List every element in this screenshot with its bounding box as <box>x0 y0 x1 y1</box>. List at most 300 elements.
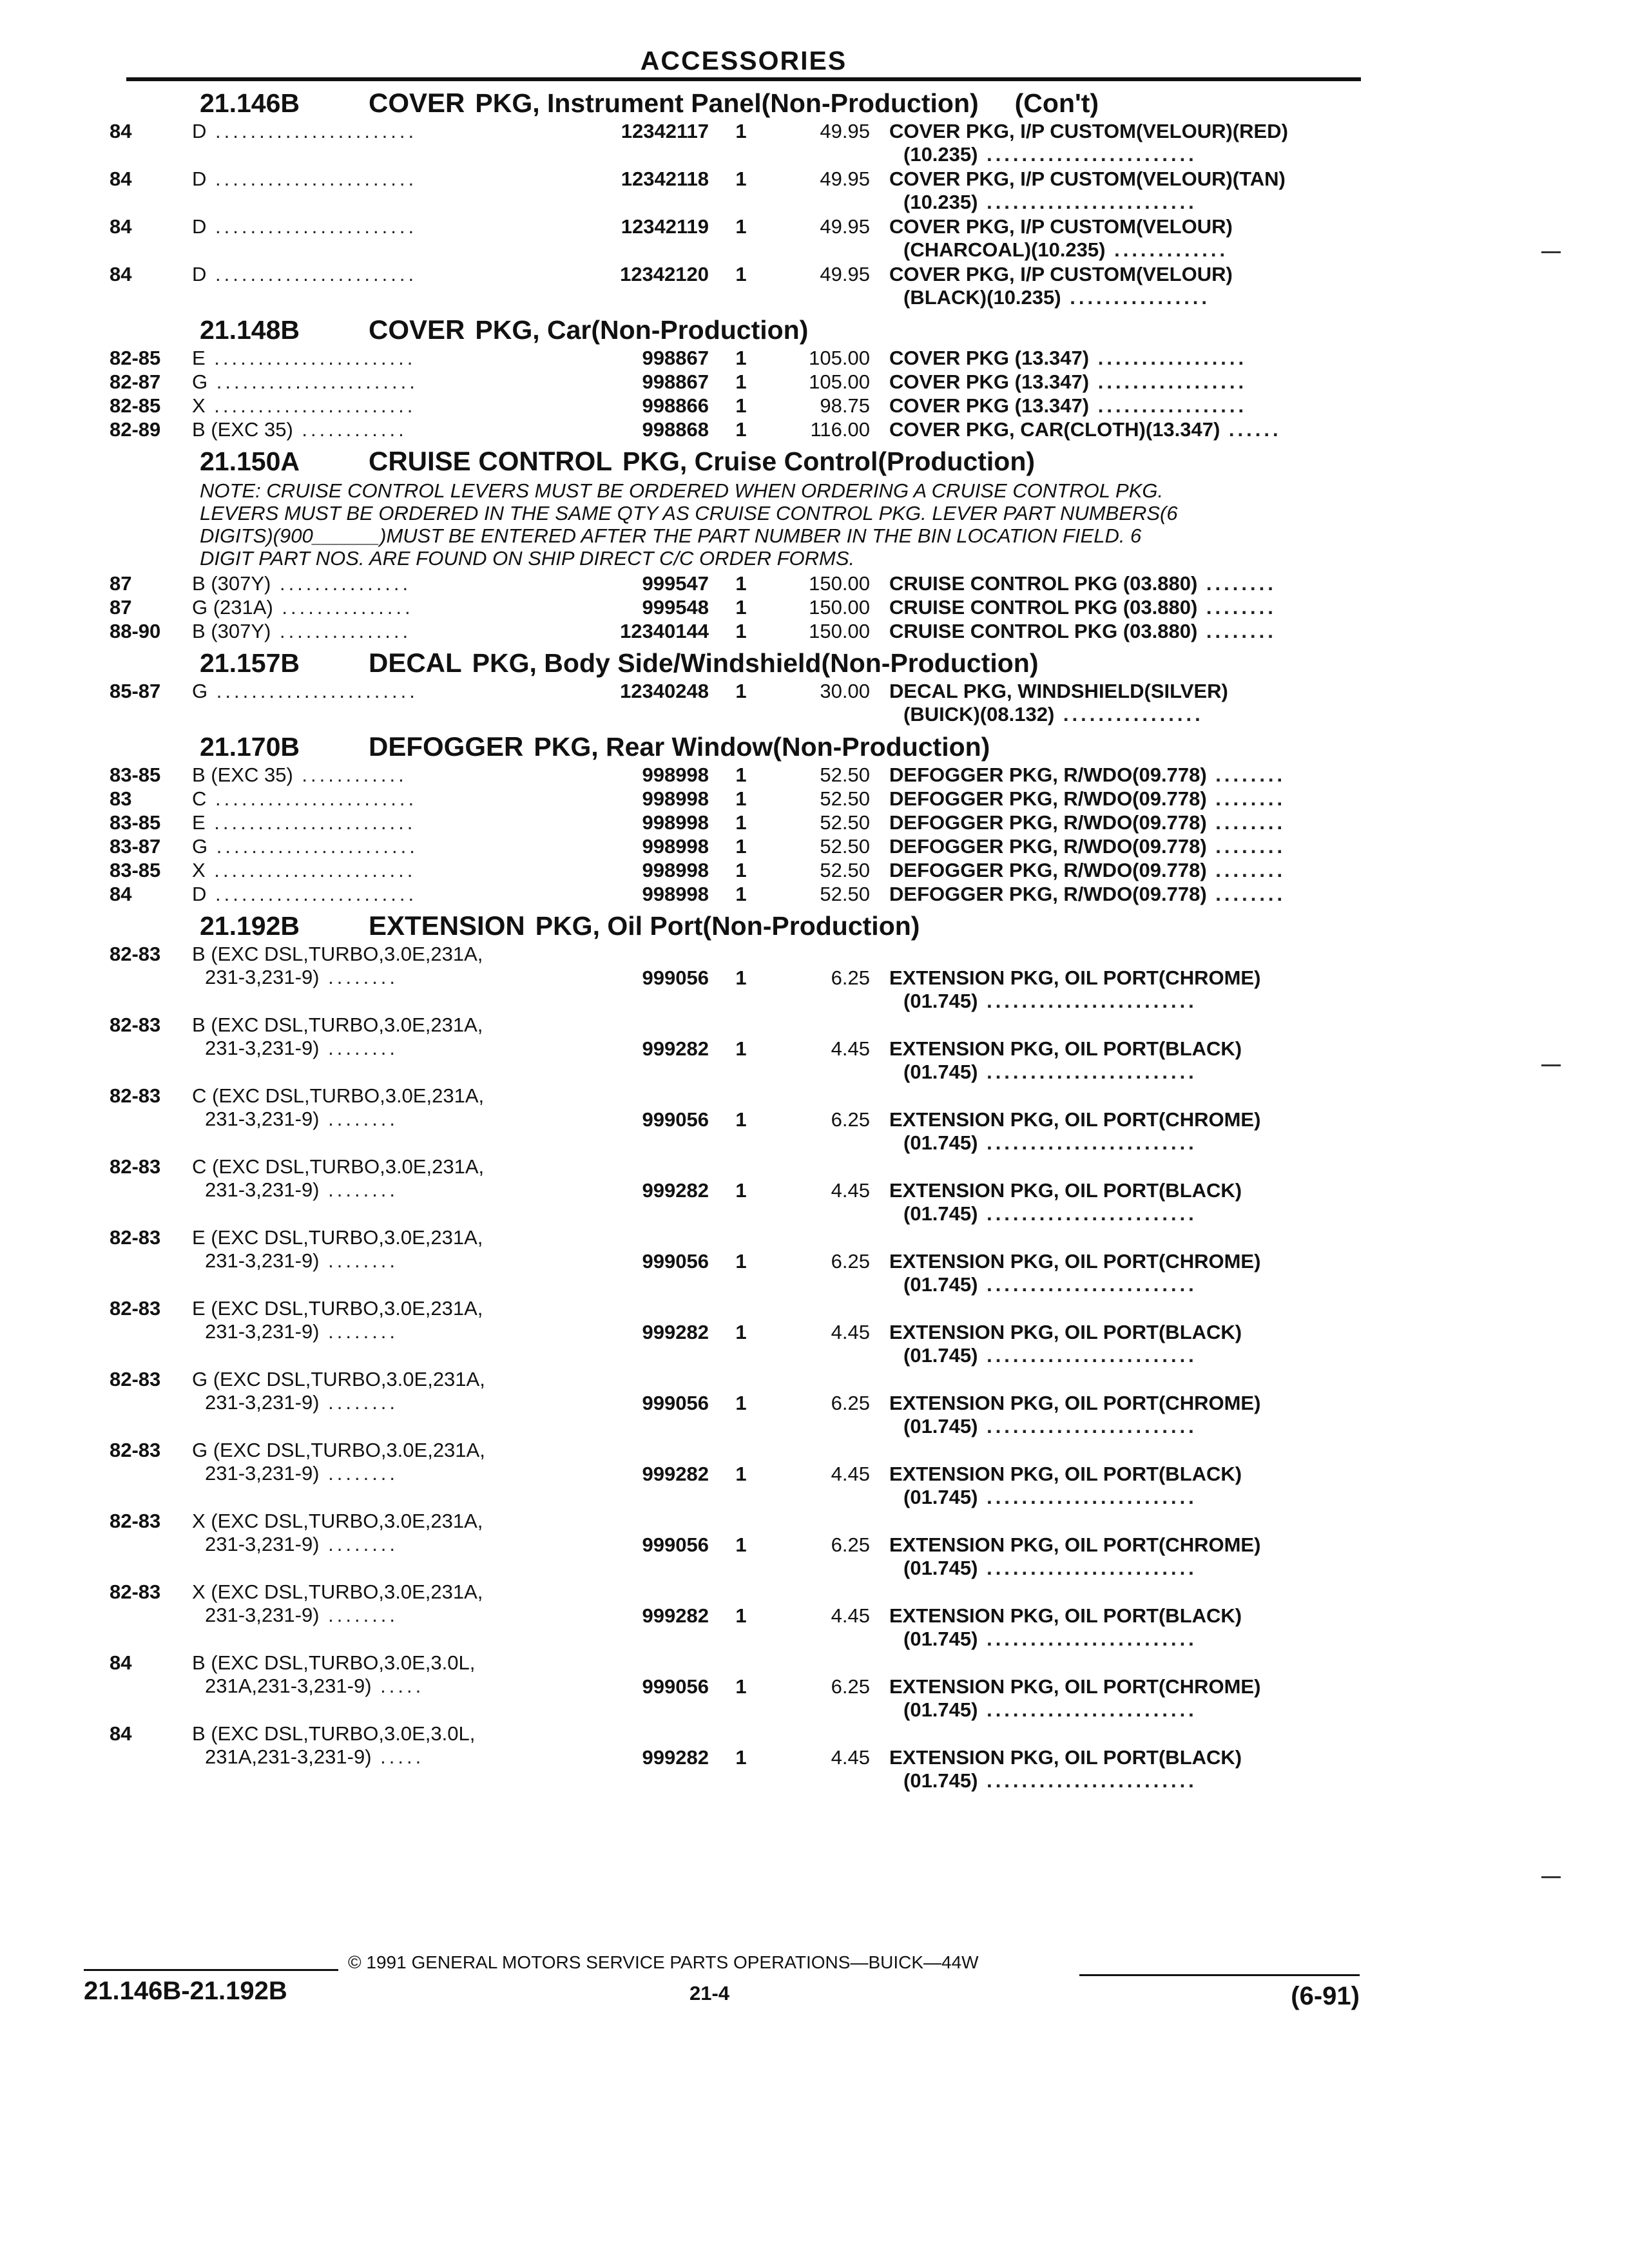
section-keyword: COVER <box>369 88 465 118</box>
model-line <box>192 1155 656 1178</box>
leader-dots: ....................... <box>207 835 418 858</box>
leader-dots: ........................ <box>978 1344 1197 1367</box>
description-text-continued: (BUICK)(08.132) <box>903 703 1055 726</box>
model-line <box>192 1297 656 1320</box>
model-line <box>192 1722 656 1745</box>
model-code: E (EXC DSL,TURBO,3.0E,231A, <box>192 1226 483 1249</box>
part-number: 998867 <box>642 347 709 369</box>
description-line <box>889 1250 1353 1273</box>
leader-dots: ........................ <box>978 1273 1197 1296</box>
description-line <box>889 1604 1353 1628</box>
description-cell <box>889 764 1353 787</box>
leader-dots: ....................... <box>207 370 418 393</box>
price: 4.45 <box>831 1463 870 1485</box>
description-text: EXTENSION PKG, OIL PORT(CHROME) <box>889 1675 1261 1698</box>
description-text: COVER PKG (13.347) <box>889 347 1090 369</box>
leader-dots: ........................ <box>978 1698 1197 1721</box>
leader-dots: ............ <box>293 764 407 786</box>
part-number: 12342119 <box>621 215 709 238</box>
parts-row <box>110 1014 1353 1084</box>
part-number: 998998 <box>642 883 709 905</box>
description-text: COVER PKG, I/P CUSTOM(VELOUR)(RED) <box>889 120 1288 142</box>
footer-section-range: 21.146B-21.192B <box>84 1977 287 2005</box>
description-line-continued <box>889 286 1353 309</box>
parts-row <box>110 811 1353 835</box>
leader-dots: ........ <box>319 1604 399 1626</box>
description-line <box>889 1533 1353 1557</box>
model-code-continued: 231-3,231-9) <box>205 1462 320 1485</box>
model-year: 82-83 <box>110 1581 161 1603</box>
parts-row <box>110 1155 1353 1226</box>
description-text: EXTENSION PKG, OIL PORT(BLACK) <box>889 1746 1242 1769</box>
description-line <box>889 572 1353 595</box>
description-cell <box>889 1179 1353 1225</box>
description-cell <box>889 263 1353 309</box>
section-title: PKG, Car(Non-Production) <box>475 315 809 345</box>
model-year: 82-85 <box>110 394 161 417</box>
description-line <box>889 1108 1353 1131</box>
leader-dots: ........................ <box>978 143 1197 166</box>
description-cell <box>889 215 1353 262</box>
leader-dots: ....................... <box>206 263 418 285</box>
model-code: D <box>192 168 207 190</box>
price: 4.45 <box>831 1746 870 1769</box>
description-text-continued: (01.745) <box>903 1061 978 1083</box>
description-line <box>889 418 1353 441</box>
description-text-continued: (01.745) <box>903 1131 978 1154</box>
description-line-continued <box>889 143 1353 166</box>
model-year: 87 <box>110 596 132 619</box>
part-number: 999548 <box>642 596 709 619</box>
model-year: 82-83 <box>110 1439 161 1461</box>
part-number: 999282 <box>642 1037 709 1060</box>
description-line-continued <box>889 990 1353 1013</box>
part-number: 999056 <box>642 1108 709 1131</box>
model-year: 82-83 <box>110 943 161 965</box>
description-line <box>889 835 1353 858</box>
quantity: 1 <box>735 370 747 393</box>
price: 49.95 <box>820 215 870 238</box>
section-title: PKG, Instrument Panel(Non-Production) <box>475 88 979 118</box>
margin-mark <box>1541 1064 1561 1066</box>
leader-dots: ........ <box>1206 811 1286 834</box>
parts-row <box>110 943 1353 1014</box>
description-text-continued: (BLACK)(10.235) <box>903 286 1061 309</box>
section-heading <box>110 86 1353 120</box>
section-code: 21.170B <box>200 732 300 762</box>
section-heading <box>110 646 1353 680</box>
description-text-continued: (10.235) <box>903 143 978 166</box>
description-text-continued: (01.745) <box>903 1202 978 1225</box>
model-year: 82-89 <box>110 418 161 441</box>
description-text: DEFOGGER PKG, R/WDO(09.778) <box>889 835 1207 858</box>
quantity: 1 <box>735 1108 747 1131</box>
price: 4.45 <box>831 1604 870 1627</box>
description-line-continued <box>889 1344 1353 1367</box>
model-line <box>192 1510 656 1533</box>
quantity: 1 <box>735 1675 747 1698</box>
description-cell <box>889 1321 1353 1367</box>
quantity: 1 <box>735 966 747 989</box>
description-line <box>889 883 1353 906</box>
part-number: 998866 <box>642 394 709 417</box>
price: 52.50 <box>820 835 870 858</box>
description-cell <box>889 1604 1353 1651</box>
quantity: 1 <box>735 859 747 881</box>
leader-dots: ........ <box>319 966 399 988</box>
section-heading <box>110 909 1353 943</box>
model-year: 82-83 <box>110 1226 161 1249</box>
section-code: 21.146B <box>200 88 300 118</box>
model-code: C (EXC DSL,TURBO,3.0E,231A, <box>192 1084 485 1107</box>
model-year: 84 <box>110 215 132 238</box>
parts-row <box>110 168 1353 215</box>
model-code: B (307Y) <box>192 572 271 595</box>
leader-dots: ........................ <box>978 1557 1197 1579</box>
parts-row <box>110 1581 1353 1651</box>
parts-row <box>110 859 1353 883</box>
description-line-continued <box>889 1486 1353 1509</box>
model-year: 82-83 <box>110 1084 161 1107</box>
description-text: DEFOGGER PKG, R/WDO(09.778) <box>889 764 1207 786</box>
description-cell <box>889 811 1353 834</box>
leader-dots: ........ <box>1206 787 1286 810</box>
section-heading <box>110 313 1353 347</box>
description-text-continued: (01.745) <box>903 1415 978 1437</box>
leader-dots: ........ <box>1197 620 1277 642</box>
part-number: 999056 <box>642 1250 709 1273</box>
quantity: 1 <box>735 764 747 786</box>
description-cell <box>889 1533 1353 1580</box>
quantity: 1 <box>735 168 747 190</box>
model-year: 84 <box>110 168 132 190</box>
description-text-continued: (01.745) <box>903 1628 978 1650</box>
description-line <box>889 859 1353 882</box>
description-line <box>889 347 1353 370</box>
part-number: 998998 <box>642 764 709 786</box>
description-line-continued <box>889 703 1353 726</box>
model-code: C <box>192 787 207 810</box>
model-code: B (EXC DSL,TURBO,3.0E,231A, <box>192 1014 483 1036</box>
price: 52.50 <box>820 764 870 786</box>
price: 49.95 <box>820 263 870 285</box>
parts-row <box>110 263 1353 311</box>
margin-mark <box>1541 1876 1561 1878</box>
model-code-continued: 231-3,231-9) <box>205 1604 320 1626</box>
description-line <box>889 263 1353 286</box>
description-cell <box>889 835 1353 858</box>
model-year: 84 <box>110 883 132 905</box>
description-cell <box>889 418 1353 441</box>
leader-dots: ....................... <box>205 811 416 834</box>
price: 6.25 <box>831 1108 870 1131</box>
description-text: EXTENSION PKG, OIL PORT(BLACK) <box>889 1179 1242 1202</box>
footer-revision-date: (6-91) <box>1291 1982 1360 2010</box>
leader-dots: ....................... <box>206 215 418 238</box>
leader-dots: ................. <box>1089 347 1248 369</box>
description-cell <box>889 370 1353 394</box>
quantity: 1 <box>735 347 747 369</box>
description-line <box>889 1392 1353 1415</box>
description-line <box>889 1746 1353 1769</box>
leader-dots: ........ <box>319 1391 399 1414</box>
description-text: CRUISE CONTROL PKG (03.880) <box>889 572 1198 595</box>
leader-dots: ........................ <box>978 990 1197 1012</box>
part-number: 12342117 <box>621 120 709 142</box>
section-note: NOTE: CRUISE CONTROL LEVERS MUST BE ORDERED WHEN ORDERING A CRUISE CONTROL PKG. LEVERS MUST BE ORDERED IN THE SAME QTY AS CRUISE CONTROL PKG. LEVER PART NUMBERS(6 DIGITS)(900______)MUST BE ENTERED AFTER THE PART NUMBER IN THE BIN LOCATION FIELD. 6 DIGIT PART NOS. ARE FOUND ON SHIP DIRECT C/C ORDER FORMS. <box>200 479 1178 570</box>
leader-dots: ........ <box>319 1249 399 1272</box>
model-year: 84 <box>110 120 132 142</box>
margin-mark <box>1541 251 1561 253</box>
leader-dots: ........ <box>1206 764 1286 786</box>
leader-dots: ........ <box>1197 572 1277 595</box>
quantity: 1 <box>735 680 747 702</box>
part-number: 999056 <box>642 1392 709 1414</box>
footer-copyright: © 1991 GENERAL MOTORS SERVICE PARTS OPERATIONS—BUICK—44W <box>348 1952 979 1972</box>
page-header <box>126 40 1361 81</box>
description-text: EXTENSION PKG, OIL PORT(BLACK) <box>889 1463 1242 1485</box>
description-text: DEFOGGER PKG, R/WDO(09.778) <box>889 787 1207 810</box>
price: 6.25 <box>831 966 870 989</box>
description-cell <box>889 1392 1353 1438</box>
quantity: 1 <box>735 811 747 834</box>
section-title: PKG, Oil Port(Non-Production) <box>535 911 920 941</box>
price: 6.25 <box>831 1675 870 1698</box>
footer-rule-right <box>1079 1974 1360 1976</box>
leader-dots: ............... <box>273 596 414 619</box>
quantity: 1 <box>735 620 747 642</box>
model-code: C (EXC DSL,TURBO,3.0E,231A, <box>192 1155 485 1178</box>
model-line <box>192 1084 656 1108</box>
part-number: 999056 <box>642 966 709 989</box>
description-cell <box>889 394 1353 418</box>
description-cell <box>889 1250 1353 1296</box>
description-text-continued: (01.745) <box>903 1273 978 1296</box>
footer-rule-left <box>84 1969 338 1971</box>
quantity: 1 <box>735 215 747 238</box>
section-code: 21.150A <box>200 447 300 476</box>
price: 4.45 <box>831 1321 870 1343</box>
description-text: EXTENSION PKG, OIL PORT(BLACK) <box>889 1321 1242 1343</box>
leader-dots: ............. <box>1105 238 1229 261</box>
price: 98.75 <box>820 394 870 417</box>
section-keyword: DEFOGGER <box>369 731 524 762</box>
leader-dots: ........ <box>319 1178 399 1201</box>
description-line-continued <box>889 1698 1353 1722</box>
section-title: PKG, Cruise Control(Production) <box>622 447 1036 476</box>
leader-dots: ........ <box>319 1533 399 1555</box>
parts-row <box>110 1084 1353 1155</box>
model-year: 82-83 <box>110 1510 161 1532</box>
section-title: PKG, Rear Window(Non-Production) <box>534 732 990 762</box>
quantity: 1 <box>735 1392 747 1414</box>
part-number: 999282 <box>642 1179 709 1202</box>
part-number: 12340144 <box>620 620 709 642</box>
section-keyword: CRUISE CONTROL <box>369 446 612 476</box>
parts-row <box>110 215 1353 263</box>
description-cell <box>889 347 1353 370</box>
description-cell <box>889 120 1353 166</box>
leader-dots: ........ <box>1206 835 1286 858</box>
model-year: 84 <box>110 1722 132 1745</box>
price: 4.45 <box>831 1037 870 1060</box>
description-line-continued <box>889 1202 1353 1225</box>
description-line <box>889 596 1353 619</box>
quantity: 1 <box>735 1179 747 1202</box>
price: 105.00 <box>809 370 870 393</box>
part-number: 998868 <box>642 418 709 441</box>
part-number: 998998 <box>642 811 709 834</box>
quantity: 1 <box>735 1746 747 1769</box>
description-line <box>889 811 1353 834</box>
description-line <box>889 394 1353 418</box>
part-number: 999282 <box>642 1746 709 1769</box>
description-line-continued <box>889 1769 1353 1792</box>
leader-dots: ........................ <box>978 1202 1197 1225</box>
model-code-continued: 231-3,231-9) <box>205 1391 320 1414</box>
quantity: 1 <box>735 835 747 858</box>
parts-row <box>110 370 1353 394</box>
leader-dots: ........................ <box>978 1131 1197 1154</box>
description-text-continued: (01.745) <box>903 1557 978 1579</box>
parts-row <box>110 787 1353 811</box>
model-code: B (EXC 35) <box>192 418 293 441</box>
quantity: 1 <box>735 883 747 905</box>
description-line-continued <box>889 191 1353 214</box>
catalog-section <box>110 646 1353 727</box>
description-text-continued: (10.235) <box>903 191 978 213</box>
price: 30.00 <box>820 680 870 702</box>
description-cell <box>889 859 1353 882</box>
description-line-continued <box>889 1415 1353 1438</box>
description-cell <box>889 883 1353 906</box>
model-code-continued: 231-3,231-9) <box>205 966 320 988</box>
description-cell <box>889 787 1353 811</box>
description-line <box>889 168 1353 191</box>
description-cell <box>889 966 1353 1013</box>
part-number: 999282 <box>642 1321 709 1343</box>
parts-row <box>110 394 1353 418</box>
quantity: 1 <box>735 394 747 417</box>
description-line <box>889 1321 1353 1344</box>
description-line-continued <box>889 1557 1353 1580</box>
price: 52.50 <box>820 859 870 881</box>
section-title: PKG, Body Side/Windshield(Non-Production) <box>472 648 1039 678</box>
leader-dots: ........................ <box>978 191 1197 213</box>
quantity: 1 <box>735 1463 747 1485</box>
model-code: G <box>192 370 208 393</box>
description-line <box>889 1463 1353 1486</box>
leader-dots: ................. <box>1089 370 1248 393</box>
parts-row <box>110 1226 1353 1297</box>
description-text-continued: (01.745) <box>903 1486 978 1508</box>
description-text: COVER PKG (13.347) <box>889 370 1090 393</box>
description-text: COVER PKG, I/P CUSTOM(VELOUR) <box>889 215 1233 238</box>
model-line <box>192 1651 656 1675</box>
parts-row <box>110 680 1353 727</box>
description-cell <box>889 1463 1353 1509</box>
quantity: 1 <box>735 1037 747 1060</box>
description-line <box>889 787 1353 811</box>
model-code-continued: 231A,231-3,231-9) <box>205 1745 372 1768</box>
description-line <box>889 764 1353 787</box>
model-code: G <box>192 680 208 702</box>
model-code: E <box>192 347 206 369</box>
quantity: 1 <box>735 1533 747 1556</box>
leader-dots: ....................... <box>206 120 418 142</box>
description-line <box>889 620 1353 643</box>
leader-dots: ....................... <box>206 787 418 810</box>
description-text: EXTENSION PKG, OIL PORT(CHROME) <box>889 1533 1261 1556</box>
leader-dots: ................. <box>1089 394 1248 417</box>
leader-dots: ..... <box>371 1745 425 1768</box>
model-code-continued: 231-3,231-9) <box>205 1178 320 1201</box>
part-number: 999547 <box>642 572 709 595</box>
price: 150.00 <box>809 596 870 619</box>
part-number: 12340248 <box>620 680 709 702</box>
model-code: X (EXC DSL,TURBO,3.0E,231A, <box>192 1581 483 1603</box>
part-number: 999282 <box>642 1463 709 1485</box>
description-line <box>889 1675 1353 1698</box>
model-code-continued: 231A,231-3,231-9) <box>205 1675 372 1697</box>
description-text: EXTENSION PKG, OIL PORT(CHROME) <box>889 1392 1261 1414</box>
quantity: 1 <box>735 1604 747 1627</box>
description-line <box>889 680 1353 703</box>
model-line <box>192 1368 656 1391</box>
description-line <box>889 215 1353 238</box>
catalog-content <box>110 84 1353 1793</box>
description-text: CRUISE CONTROL PKG (03.880) <box>889 596 1198 619</box>
leader-dots: ................ <box>1054 703 1204 726</box>
leader-dots: ........ <box>319 1320 399 1343</box>
parts-row <box>110 347 1353 370</box>
description-cell <box>889 680 1353 726</box>
description-line-continued <box>889 1273 1353 1296</box>
model-code: X <box>192 394 206 417</box>
parts-row <box>110 1510 1353 1581</box>
description-cell <box>889 1108 1353 1155</box>
leader-dots: ....................... <box>206 168 418 190</box>
parts-row <box>110 1297 1353 1368</box>
description-text: COVER PKG (13.347) <box>889 394 1090 417</box>
quantity: 1 <box>735 1250 747 1273</box>
model-year: 88-90 <box>110 620 161 642</box>
quantity: 1 <box>735 263 747 285</box>
footer-page-number: 21-4 <box>689 1982 730 2004</box>
parts-row <box>110 418 1353 442</box>
model-code: X <box>192 859 206 881</box>
leader-dots: ........ <box>319 1462 399 1485</box>
model-code: E <box>192 811 206 834</box>
model-code: E (EXC DSL,TURBO,3.0E,231A, <box>192 1297 483 1320</box>
model-year: 83-85 <box>110 859 161 881</box>
part-number: 998998 <box>642 787 709 810</box>
quantity: 1 <box>735 572 747 595</box>
price: 52.50 <box>820 811 870 834</box>
model-code: X (EXC DSL,TURBO,3.0E,231A, <box>192 1510 483 1532</box>
model-code: G <box>192 835 208 858</box>
section-heading <box>110 730 1353 764</box>
leader-dots: ............ <box>293 418 407 441</box>
section-keyword: EXTENSION <box>369 910 525 941</box>
description-text: COVER PKG, CAR(CLOTH)(13.347) <box>889 418 1220 441</box>
parts-row <box>110 1368 1353 1439</box>
leader-dots: ................ <box>1061 286 1211 309</box>
quantity: 1 <box>735 1321 747 1343</box>
description-line <box>889 1179 1353 1202</box>
section-heading <box>110 445 1353 478</box>
part-number: 999056 <box>642 1533 709 1556</box>
